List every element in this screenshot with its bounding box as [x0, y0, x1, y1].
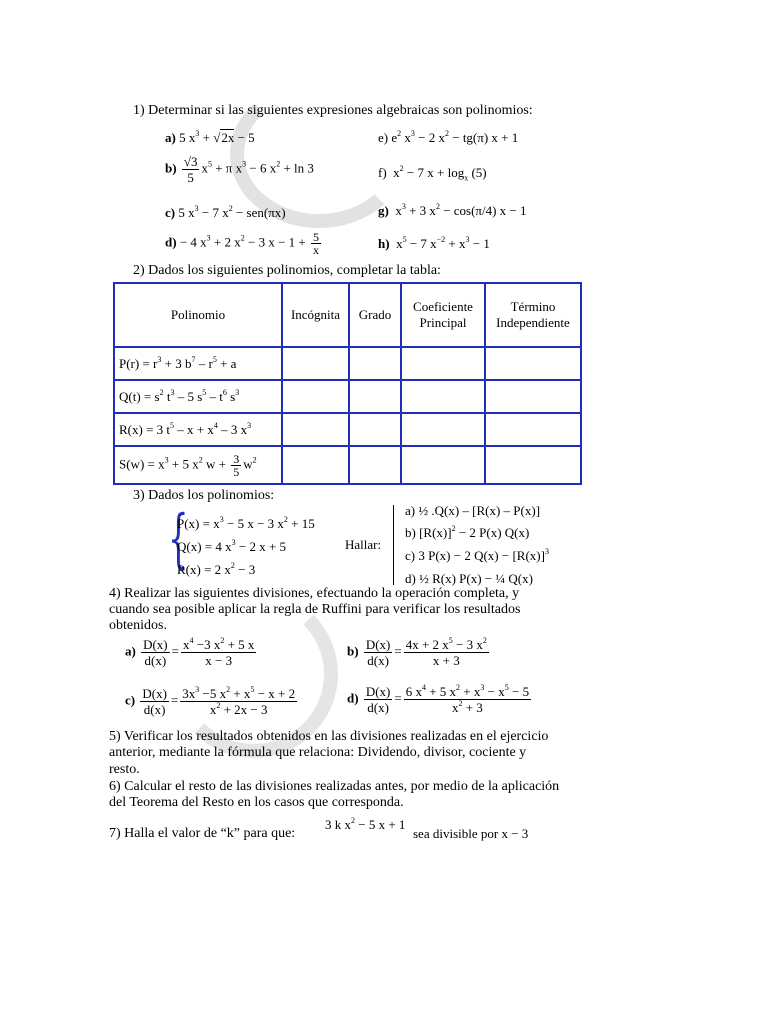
- ex6-line2: del Teorema del Resto en los casos que corresponda.: [109, 795, 404, 810]
- polynomial-table: [113, 282, 582, 485]
- empty-cell: [485, 446, 581, 484]
- ex4-division-d: d) $\frac{D(x)}{d(x)}$ = $\frac{6 x^4 + 5 x^2 + x^3 - x^5 - 5}{x^2 + 3}$: [347, 683, 530, 715]
- ex1-item-h: h) $x^5 - 7$ $x^{-2} + x^3 - 1$: [378, 235, 490, 251]
- empty-cell: [401, 446, 485, 484]
- ex7-tail: sea divisible por x − 3: [413, 826, 529, 841]
- empty-cell: [349, 413, 401, 446]
- ex6-line1: 6) Calcular el resto de las divisiones realizadas antes, por medio de la aplicación: [109, 779, 560, 794]
- empty-cell: [485, 413, 581, 446]
- header-grado: Grado: [349, 283, 401, 347]
- header-incognita: Incógnita: [282, 283, 349, 347]
- ex3-a: a) ½ .Q(x) – [R(x) – P(x)]: [405, 503, 541, 518]
- poly-r: R(x) = 3 $t^5 - x + x^4 - 3$ $x^3$: [114, 413, 282, 446]
- empty-cell: [282, 413, 349, 446]
- ex1-item-g: g) $x^3 + 3$ $x^2 - \cos(\pi/4) x - 1$: [378, 202, 527, 218]
- table-row: [114, 446, 581, 484]
- header-coeficiente: Coeficiente Principal: [401, 283, 485, 347]
- right-bracket-line: [393, 505, 398, 585]
- ex4-title-line1: 4) Realizar las siguientes divisiones, efectuando la operación completa, y: [109, 586, 520, 601]
- ex4-title-line3: obtenidos.: [109, 618, 167, 633]
- hallar-label: Hallar:: [345, 537, 382, 552]
- ex4-title-line2: cuando sea posible aplicar la regla de Ruffini para verificar los resultados: [109, 602, 521, 617]
- empty-cell: [349, 380, 401, 413]
- table-row: [114, 380, 581, 413]
- table-row: [114, 347, 581, 380]
- ex1-item-b: b) $\frac{√3}{5}$ $x^5 + \pi$ $x^3 - 6$ $x^2 + \ln 3$: [165, 154, 314, 185]
- poly-q: $Q(t) = s^2$ $t^3 - 5$ $s^5 - t^6$ $s^3$: [114, 380, 282, 413]
- ex3-q: Q(x) = 4 $x^3 - 2$ x + 5: [177, 538, 287, 554]
- left-brace: {: [168, 502, 189, 576]
- empty-cell: [401, 347, 485, 380]
- ex1-item-d: d) − 4 $x^3 + 2$ $x^2 - 3$ x − 1 + $\frac{5}{x}$: [165, 230, 319, 257]
- ex5-line3: resto.: [109, 762, 140, 777]
- ex2-title: 2) Dados los siguientes polinomios, completar la tabla:: [133, 263, 441, 278]
- ex3-b: b) $[R(x)]^2 - 2$ P(x) Q(x): [405, 524, 530, 540]
- ex5-line1: 5) Verificar los resultados obtenidos en las divisiones realizadas en el ejercicio: [109, 729, 549, 744]
- empty-cell: [282, 446, 349, 484]
- ex4-division-a: a) $\frac{D(x)}{d(x)}$ = $\frac{x^4 -3 x^2 + 5 x}{x - 3}$: [125, 636, 255, 668]
- ex3-p: $P(x) = x^3 - 5$ x − 3 $x^2 + 15$: [177, 515, 315, 531]
- table-header-row: [114, 283, 581, 347]
- ex7-text: 7) Halla el valor de “k” para que:: [109, 826, 296, 841]
- ex3-d: d) ½ R(x) P(x) − ¼ Q(x): [405, 571, 533, 586]
- ex1-item-c: c) 5 $x^3 - 7$ $x^2 - sen(\pi x)$: [165, 204, 286, 220]
- empty-cell: [282, 347, 349, 380]
- empty-cell: [401, 413, 485, 446]
- ex5-line2: anterior, mediante la fórmula que relaciona: Dividendo, divisor, cociente y: [109, 745, 527, 760]
- empty-cell: [485, 380, 581, 413]
- ex3-title: 3) Dados los polinomios:: [133, 488, 275, 503]
- empty-cell: [349, 446, 401, 484]
- empty-cell: [282, 380, 349, 413]
- ex1-item-e: e) $e^2$ $x^3 - 2$ $x^2 - tg(\pi) x + 1$: [378, 129, 519, 145]
- ex1-title: 1) Determinar si las siguientes expresiones algebraicas son polinomios:: [133, 103, 533, 118]
- poly-s: $S(w) = x^3 + 5$ $x^2$ w + $\frac{3}{5}$ $w^2$: [114, 446, 282, 484]
- ex7-expression: 3 k $x^2 - 5$ x + 1: [325, 816, 406, 832]
- poly-p: $P(r) = r^3 + 3$ $b^7 - r^5 + a$: [114, 347, 282, 380]
- ex1-item-f: f) $x^2 - 7$ $x + \log_x (5)$: [378, 164, 487, 183]
- table-row: [114, 413, 581, 446]
- ex1-item-a: a) 5 $x^3 + √2x - 5$: [165, 129, 255, 145]
- empty-cell: [349, 347, 401, 380]
- ex3-r: R(x) = 2 $x^2 - 3$: [177, 561, 256, 577]
- ex3-c: c) 3 P(x) − 2 $Q(x) - [R(x)]^3$: [405, 547, 549, 563]
- ex4-division-b: b) $\frac{D(x)}{d(x)}$ = $\frac{4x + 2 x^5 - 3 x^2}{x + 3}$: [347, 636, 487, 668]
- header-polinomio: Polinomio: [114, 283, 282, 347]
- ex4-division-c: c) $\frac{D(x)}{d(x)}$ = $\frac{3x^3 -5 x^2 + x^5 - x + 2}{x^2 + 2x - 3}$: [125, 685, 296, 717]
- header-termino: Término Independiente: [485, 283, 581, 347]
- empty-cell: [485, 347, 581, 380]
- empty-cell: [401, 380, 485, 413]
